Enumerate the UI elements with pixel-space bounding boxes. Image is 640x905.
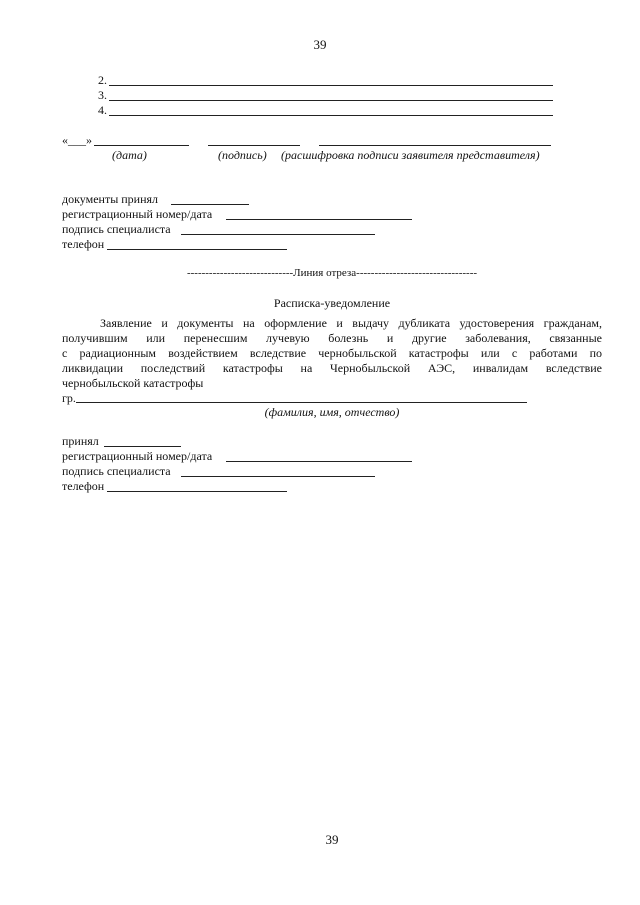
- numbered-line-4[interactable]: [109, 115, 553, 116]
- page-number-bottom: 39: [325, 832, 339, 847]
- phone-field[interactable]: [107, 249, 287, 250]
- accepted-field[interactable]: [104, 446, 181, 447]
- cut-line: -----------------------------Линия отреза---------------------------------: [186, 267, 478, 279]
- signature-decode-label: (расшифровка подписи заявителя представителя): [281, 148, 540, 162]
- numbered-line-label: 2.: [98, 73, 107, 87]
- specialist-signature-label: подпись специалиста: [62, 222, 171, 236]
- fio-label: (фамилия, имя, отчество): [264, 405, 400, 419]
- numbered-line-2[interactable]: [109, 85, 553, 86]
- reg-number-field[interactable]: [226, 461, 412, 462]
- signature-decode-field[interactable]: [319, 145, 551, 146]
- phone-label: телефон: [62, 479, 105, 493]
- specialist-signature-label: подпись специалиста: [62, 464, 171, 478]
- receipt-body-line: Заявление и документы на оформление и выдачу дубликата удостоверения гражданам,: [100, 316, 602, 330]
- receipt-body-line: получившим или перенесшим лучевую болезнь и другие заболевания, связанные: [62, 331, 602, 345]
- reg-number-label: регистрационный номер/дата: [62, 207, 213, 221]
- page-number-top: 39: [313, 37, 327, 52]
- receipt-body-line: ликвидации последствий катастрофы на Чернобыльской АЭС, инвалидам вследствие: [62, 361, 602, 375]
- specialist-signature-field[interactable]: [181, 476, 375, 477]
- reg-number-label: регистрационный номер/дата: [62, 449, 213, 463]
- phone-label: телефон: [62, 237, 105, 251]
- citizen-name-field[interactable]: [76, 402, 527, 403]
- numbered-line-3[interactable]: [109, 100, 553, 101]
- accepted-label: документы принял: [62, 192, 159, 206]
- receipt-body-line: с радиационным воздействием вследствие чернобыльской катастрофы или с работами по: [62, 346, 602, 360]
- numbered-line-label: 4.: [98, 103, 107, 117]
- date-field[interactable]: [94, 145, 189, 146]
- specialist-signature-field[interactable]: [181, 234, 375, 235]
- quote-date-prefix: «___»: [62, 133, 92, 147]
- citizen-prefix: гр.: [62, 391, 76, 405]
- receipt-title: Расписка-уведомление: [273, 296, 391, 310]
- numbered-line-label: 3.: [98, 88, 107, 102]
- accepted-label: принял: [62, 434, 99, 448]
- signature-field[interactable]: [208, 145, 300, 146]
- phone-field[interactable]: [107, 491, 287, 492]
- date-label: (дата): [112, 148, 147, 162]
- reg-number-field[interactable]: [226, 219, 412, 220]
- receipt-body-line: чернобыльской катастрофы: [62, 376, 204, 390]
- signature-label: (подпись): [218, 148, 267, 162]
- accepted-field[interactable]: [171, 204, 249, 205]
